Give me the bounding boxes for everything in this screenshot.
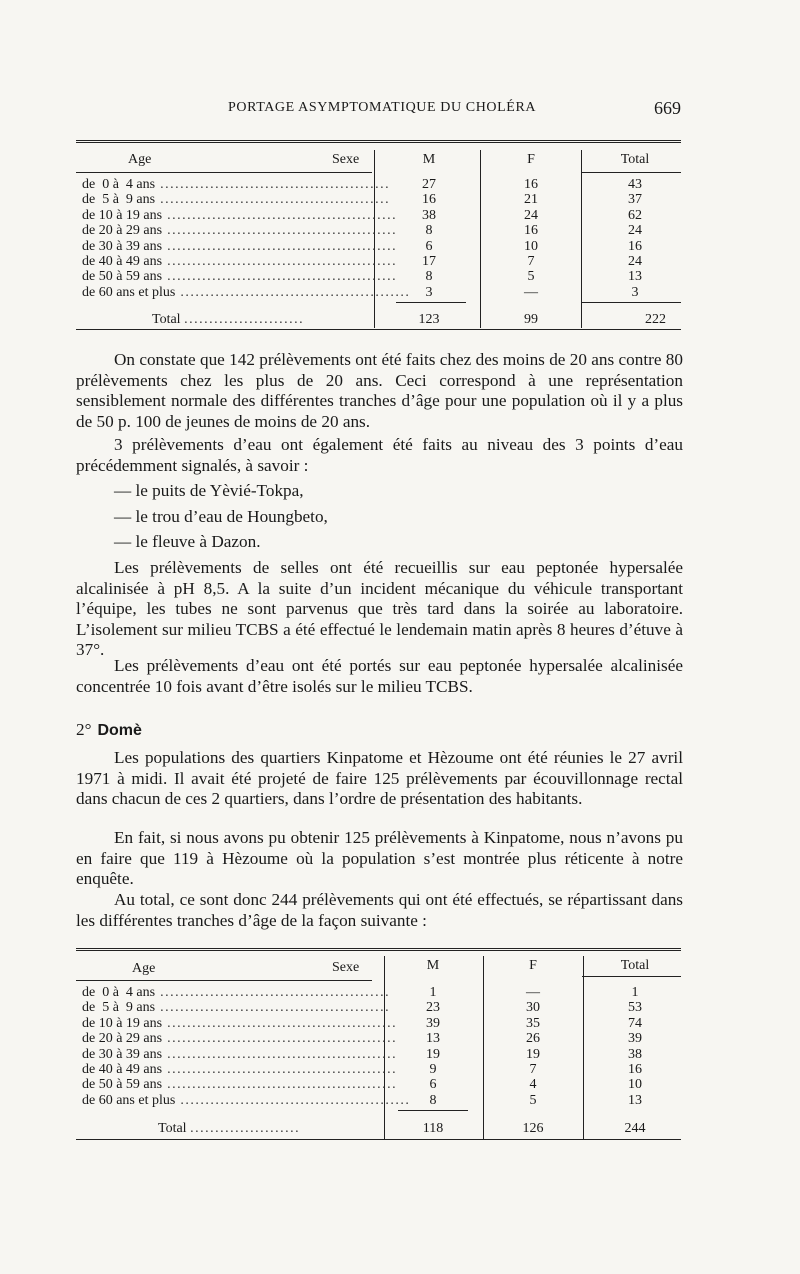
age-label: de 5 à 9 ans	[82, 192, 156, 208]
age-label: de 40 à 49 ans	[82, 254, 163, 269]
table-row-age: de 10 à 19 ans ..............................................	[82, 1015, 398, 1031]
cell-f: 5	[529, 1092, 537, 1108]
table-row-age: de 30 à 39 ans ..............................................	[82, 238, 398, 254]
header-m: M	[422, 152, 436, 167]
header-f: F	[529, 958, 537, 973]
table-row-age: de 0 à 4 ans ..............................................	[82, 177, 391, 192]
header-sexe: Sexe	[332, 152, 360, 167]
header-rule-age	[76, 980, 372, 981]
cell-m: 6	[425, 238, 433, 254]
cell-m: 38	[422, 207, 436, 223]
cell-f: 5	[527, 269, 535, 285]
cell-total: 3	[631, 284, 639, 300]
subtotal-rule	[582, 302, 681, 303]
cell-m: 17	[422, 254, 436, 269]
age-label: de 60 ans et plus	[82, 1092, 176, 1108]
cell-m: 3	[425, 284, 433, 300]
cell-m: 39	[426, 1015, 440, 1031]
section-title: Domè	[97, 722, 142, 739]
header-sexe: Sexe	[332, 960, 360, 975]
total-label: Total ......................	[158, 1121, 301, 1136]
cell-total: 53	[628, 1000, 642, 1016]
table-row-age: de 20 à 29 ans ..............................................	[82, 223, 398, 239]
table-row-age: de 20 à 29 ans ..............................................	[82, 1031, 398, 1047]
cell-m: 9	[429, 1062, 437, 1077]
table-bottom-rule	[76, 329, 681, 330]
header-total: Total	[620, 958, 650, 973]
table-top-rule	[76, 948, 681, 954]
section-number: 2°	[76, 720, 92, 739]
paragraph: Les prélèvements d’eau ont été portés sur eau peptonée hypersalée alcalinisée concentrée 10 fois avant d’être isolés sur le milieu TCBS.	[76, 656, 683, 696]
table-bottom-rule	[76, 1139, 681, 1140]
age-label: de 20 à 29 ans	[82, 223, 163, 239]
table-row-age: de 40 à 49 ans ..............................................	[82, 254, 398, 269]
age-label: de 20 à 29 ans	[82, 1031, 163, 1047]
table-row-age: de 10 à 19 ans ..............................................	[82, 207, 398, 223]
cell-m: 1	[429, 985, 437, 1000]
age-label: de 10 à 19 ans	[82, 1015, 163, 1031]
cell-total: 1	[631, 985, 639, 1000]
header-f: F	[527, 152, 535, 167]
total-label: Total ........................	[152, 312, 305, 327]
cell-m: 16	[422, 192, 436, 208]
age-label: de 30 à 39 ans	[82, 1046, 163, 1062]
cell-total: 24	[628, 254, 642, 269]
page-number: 669	[654, 98, 681, 118]
cell-m: 13	[426, 1031, 440, 1047]
paragraph: Les populations des quartiers Kinpatome et Hèzoume ont été réunies le 27 avril 1971 à midi. Il avait été projeté de faire 125 prélèvements par écouvillonnage rectal dans chacun de ces 2 quartiers, dans l’ordre de présentation des habitants.	[76, 748, 683, 808]
cell-f: 16	[524, 177, 538, 192]
subtotal-rule	[398, 1110, 468, 1111]
cell-total: 38	[628, 1046, 642, 1062]
paragraph: Les prélèvements de selles ont été recueillis sur eau peptonée hypersalée alcalinisée à pH 8,5. A la suite d’un incident mécanique du véhicule transportant l’équipe, les tubes ne sont parvenus que très tard dans la soirée au laboratoire. L’isolement sur milieu TCBS a été effectué le lendemain matin après 8 heures d’étuve à 37°.	[76, 558, 683, 659]
cell-m: 8	[429, 1092, 437, 1108]
table-row-age: de 60 ans et plus ..............................................	[82, 284, 411, 300]
age-sex-table-2	[76, 948, 681, 1142]
cell-f: 24	[524, 207, 538, 223]
total-m: 123	[418, 312, 440, 327]
cell-total: 13	[628, 269, 642, 285]
table-row-age: de 40 à 49 ans ..............................................	[82, 1062, 398, 1077]
cell-f: 10	[524, 238, 538, 254]
cell-f: 26	[526, 1031, 540, 1047]
cell-f: 19	[526, 1046, 540, 1062]
list-item: — le trou d’eau de Houngbeto,	[114, 507, 328, 526]
total-f: 126	[522, 1121, 544, 1136]
header-total: Total	[620, 152, 650, 167]
age-label: de 10 à 19 ans	[82, 207, 163, 223]
table-divider	[583, 956, 584, 1140]
cell-f: 7	[529, 1062, 537, 1077]
cell-f: 16	[524, 223, 538, 239]
total-label-text: Total	[158, 1121, 187, 1136]
cell-m: 8	[425, 223, 433, 239]
age-label: de 50 à 59 ans	[82, 1077, 163, 1093]
paragraph: Au total, ce sont donc 244 prélèvements qui ont été effectués, se répartissant dans les différentes tranches d’âge de la façon suivante :	[76, 890, 683, 930]
table-row-age: de 50 à 59 ans ..............................................	[82, 269, 398, 285]
table-row-age: de 0 à 4 ans ..............................................	[82, 985, 391, 1000]
table-row-age: de 5 à 9 ans ..............................................	[82, 192, 391, 208]
header-m: M	[426, 958, 440, 973]
cell-total: 43	[628, 177, 642, 192]
cell-f: 35	[526, 1015, 540, 1031]
cell-f: 30	[526, 1000, 540, 1016]
age-label: de 40 à 49 ans	[82, 1062, 163, 1077]
list-item: — le puits de Yèvié-Tokpa,	[114, 481, 304, 500]
total-total: 222	[645, 312, 666, 327]
running-head	[0, 98, 800, 122]
cell-m: 8	[425, 269, 433, 285]
header-rule-age	[76, 172, 372, 173]
cell-total: 24	[628, 223, 642, 239]
paragraph: En fait, si nous avons pu obtenir 125 prélèvements à Kinpatome, nous n’avons pu en faire que 119 à Hèzoume où la population s’est montrée plus réticente à notre enquête.	[76, 828, 683, 888]
table-row-age: de 50 à 59 ans ..............................................	[82, 1077, 398, 1093]
age-label: de 5 à 9 ans	[82, 1000, 156, 1016]
cell-total: 16	[628, 1062, 642, 1077]
table-divider	[483, 956, 484, 1140]
age-label: de 50 à 59 ans	[82, 269, 163, 285]
age-label: de 0 à 4 ans	[82, 177, 156, 192]
total-label-text: Total	[152, 312, 181, 327]
cell-f: 4	[529, 1077, 537, 1093]
running-title: PORTAGE ASYMPTOMATIQUE DU CHOLÉRA	[228, 100, 537, 115]
table-divider	[480, 150, 481, 328]
cell-f: 21	[524, 192, 538, 208]
total-f: 99	[524, 312, 538, 327]
cell-m: 23	[426, 1000, 440, 1016]
table-top-rule	[76, 140, 681, 146]
table-row-age: de 30 à 39 ans ..............................................	[82, 1046, 398, 1062]
table-row-age: de 60 ans et plus ..............................................	[82, 1092, 411, 1108]
total-m: 118	[422, 1121, 444, 1136]
cell-total: 13	[628, 1092, 642, 1108]
cell-m: 19	[426, 1046, 440, 1062]
cell-f: —	[524, 284, 538, 300]
cell-m: 27	[422, 177, 436, 192]
age-label: de 0 à 4 ans	[82, 985, 156, 1000]
age-sex-table-1	[76, 140, 681, 330]
cell-total: 74	[628, 1015, 642, 1031]
cell-m: 6	[429, 1077, 437, 1093]
table-row-age: de 5 à 9 ans ..............................................	[82, 1000, 391, 1016]
cell-total: 16	[628, 238, 642, 254]
total-total: 244	[624, 1121, 646, 1136]
age-label: de 30 à 39 ans	[82, 238, 163, 254]
paragraph: On constate que 142 prélèvements ont été faits chez des moins de 20 ans contre 80 prélèvements chez les plus de 20 ans. Ceci correspond à une représentation sensiblement normale des différentes tranches d’âge pour une population où il y a plus de 50 p. 100 de jeunes de moins de 20 ans.	[76, 350, 683, 431]
header-rule-total	[582, 172, 681, 173]
list-item: — le fleuve à Dazon.	[114, 532, 261, 551]
header-rule-total	[582, 976, 681, 977]
cell-f: —	[526, 985, 540, 1000]
age-label: de 60 ans et plus	[82, 284, 176, 300]
cell-f: 7	[527, 254, 535, 269]
cell-total: 37	[628, 192, 642, 208]
paragraph: 3 prélèvements d’eau ont également été faits au niveau des 3 points d’eau précédemment signalés, à savoir :	[76, 435, 683, 475]
section-heading	[76, 720, 142, 740]
cell-total: 10	[628, 1077, 642, 1093]
header-age: Age	[128, 152, 152, 167]
header-age: Age	[132, 961, 156, 976]
cell-total: 62	[628, 207, 642, 223]
cell-total: 39	[628, 1031, 642, 1047]
subtotal-rule	[396, 302, 466, 303]
